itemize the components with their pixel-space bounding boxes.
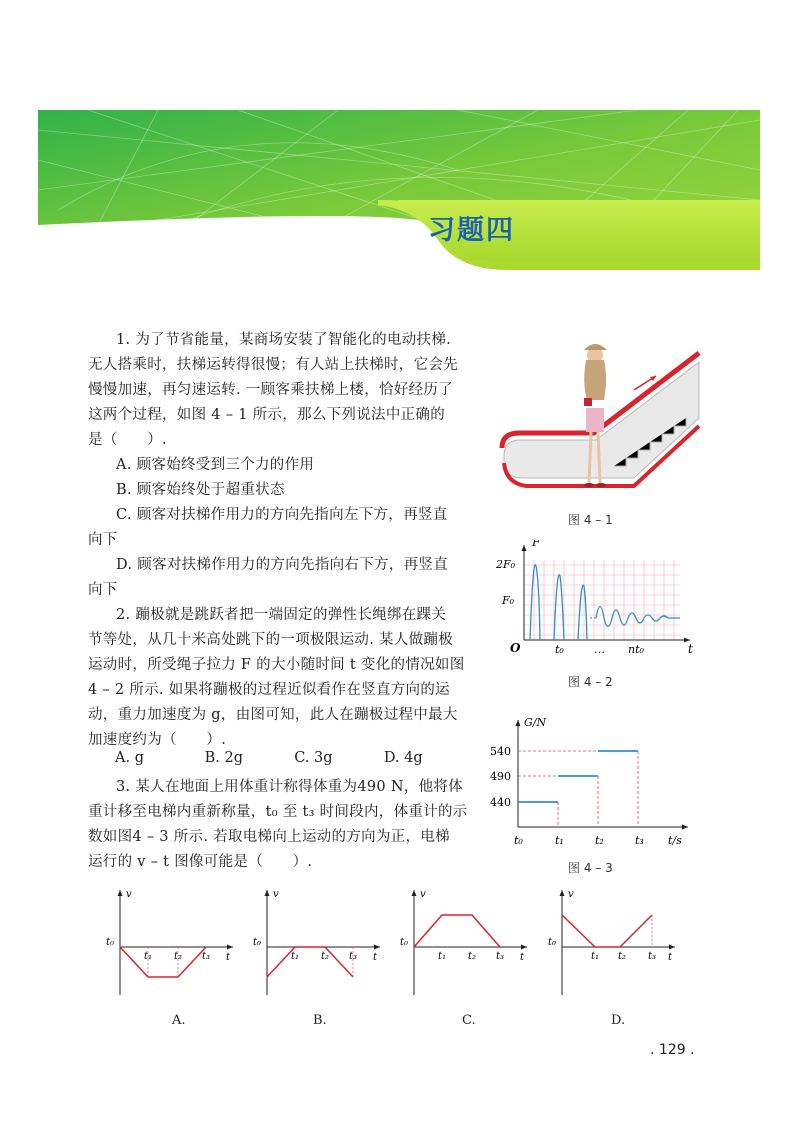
vt-b-y-label: v <box>273 889 279 900</box>
q2-options <box>115 750 423 766</box>
figure-3-caption: 图 4 – 3 <box>568 861 613 875</box>
question-2 <box>88 603 488 753</box>
vt-graph-d <box>540 885 680 1005</box>
figure-escalator <box>494 338 704 498</box>
fig3-y-axis-label: G/N <box>524 716 547 729</box>
fig3-x-axis-label: t/s <box>668 834 682 847</box>
q1-line: 这两个过程，如图 4 – 1 所示，那么下列说法中正确的 <box>88 407 446 423</box>
page-number: . 129 . <box>650 1042 695 1058</box>
vt-a-t0: t₀ <box>106 937 115 948</box>
fig3-y-tick-540: 540 <box>490 745 511 758</box>
vt-d-t1: t₁ <box>591 951 600 962</box>
q1-option-d: D. 顾客对扶梯作用力的方向先指向右下方，再竖直 <box>116 557 449 573</box>
q1-option-b: B. 顾客始终处于超重状态 <box>116 482 285 498</box>
q2-line: 加速度约为（ ）. <box>88 732 227 748</box>
fig2-y-axis-label: F <box>532 540 541 549</box>
vt-b-t0: t₀ <box>253 937 262 948</box>
q2-line: 运动时，所受绳子拉力 F 的大小随时间 t 变化的情况如图 <box>88 657 465 673</box>
q3-line: 数如图4 – 3 所示. 若取电梯向上运动的方向为正，电梯 <box>88 829 450 845</box>
vt-graph-b <box>245 885 385 1005</box>
vt-b-t3: t₃ <box>349 951 358 962</box>
vt-c-x-label: t <box>520 952 525 963</box>
vt-d-t2: t₂ <box>618 951 627 962</box>
q1-option-a: A. 顾客始终受到三个力的作用 <box>116 457 315 473</box>
vt-c-t1: t₁ <box>438 951 447 962</box>
vt-c-t0: t₀ <box>400 937 409 948</box>
vt-d-t3: t₃ <box>648 951 657 962</box>
q1-line: 无人搭乘时，扶梯运转得很慢；有人站上扶梯时，它会先 <box>88 357 458 373</box>
fig3-x-tick-t3: t₃ <box>635 834 644 847</box>
fig2-x-tick-nt0: nt₀ <box>628 643 644 656</box>
q2-line: 动，重力加速度为 g，由图可知，此人在蹦极过程中最大 <box>88 707 458 723</box>
vt-c-y-label: v <box>420 889 426 900</box>
figure-force-time <box>490 540 700 660</box>
fig3-y-tick-490: 490 <box>490 770 511 783</box>
vt-graph-a <box>98 885 238 1005</box>
q1-line: 是（ ）. <box>88 432 167 448</box>
q1-option-c: C. 顾客对扶梯作用力的方向先指向左下方，再竖直 <box>116 507 448 523</box>
vt-a-x-label: t <box>226 952 231 963</box>
q2-option-b: B. 2g <box>204 750 243 766</box>
q2-option-c: C. 3g <box>294 750 333 766</box>
vt-c-t3: t₃ <box>496 951 505 962</box>
q1-option-d-cont: 向下 <box>88 582 118 598</box>
q1-line: 慢慢加速，再匀速运转. 一顾客乘扶梯上楼，恰好经历了 <box>88 382 454 398</box>
question-1 <box>88 328 488 603</box>
fig3-x-tick-t0: t₀ <box>514 834 523 847</box>
fig3-y-tick-440: 440 <box>490 796 511 809</box>
q2-line: 2. 蹦极就是跳跃者把一端固定的弹性长绳绑在踝关 <box>116 607 447 623</box>
vt-a-t3: t₃ <box>202 951 211 962</box>
vt-choice-c: C. <box>462 1013 476 1028</box>
vt-a-t2: t₂ <box>174 951 183 962</box>
chapter-title: 习题四 <box>428 215 515 246</box>
fig2-origin-label: O <box>510 641 521 655</box>
vt-a-y-label: v <box>126 889 132 900</box>
vt-choice-a: A. <box>172 1013 186 1028</box>
figure-1-caption: 图 4 – 1 <box>568 513 613 527</box>
vt-b-t1: t₁ <box>291 951 300 962</box>
q1-option-c-cont: 向下 <box>88 532 118 548</box>
q2-line: 4 – 2 所示. 如果将蹦极的过程近似看作在竖直方向的运 <box>88 682 450 698</box>
fig3-x-tick-t1: t₁ <box>555 834 564 847</box>
vt-choice-d: D. <box>611 1013 626 1028</box>
figure-2-caption: 图 4 – 2 <box>568 675 613 689</box>
fig2-y-tick-f0: F₀ <box>502 594 515 607</box>
vt-graph-c <box>392 885 532 1005</box>
fig2-x-tick-ellipsis: … <box>594 643 605 656</box>
vt-choice-b: B. <box>313 1013 327 1028</box>
q2-option-d: D. 4g <box>383 750 423 766</box>
vt-c-t2: t₂ <box>468 951 477 962</box>
q3-line: 运行的 v – t 图像可能是（ ）. <box>88 854 313 870</box>
figure-weight-chart <box>488 712 698 852</box>
vt-a-t1: t₁ <box>144 951 153 962</box>
fig3-x-tick-t2: t₂ <box>595 834 604 847</box>
vt-d-x-label: t <box>668 952 673 963</box>
q2-line: 节等处，从几十米高处跳下的一项极限运动. 某人做蹦极 <box>88 632 454 648</box>
q1-line: 1. 为了节省能量，某商场安装了智能化的电动扶梯. <box>116 332 452 348</box>
fig2-x-axis-label: t <box>688 642 693 656</box>
vt-b-t2: t₂ <box>321 951 330 962</box>
q2-option-a: A. g <box>115 750 144 766</box>
vt-b-x-label: t <box>373 952 378 963</box>
fig2-x-tick-t0: t₀ <box>555 643 564 656</box>
question-3 <box>88 775 488 875</box>
chapter-banner <box>38 110 760 270</box>
q3-line: 重计移至电梯内重新称量，t₀ 至 t₃ 时间段内，体重计的示 <box>88 804 468 820</box>
vt-d-y-label: v <box>568 889 574 900</box>
vt-d-t0: t₀ <box>548 937 557 948</box>
fig2-y-tick-2f0: 2F₀ <box>496 558 516 571</box>
q3-line: 3. 某人在地面上用体重计称得体重为490 N，他将体 <box>116 779 464 795</box>
